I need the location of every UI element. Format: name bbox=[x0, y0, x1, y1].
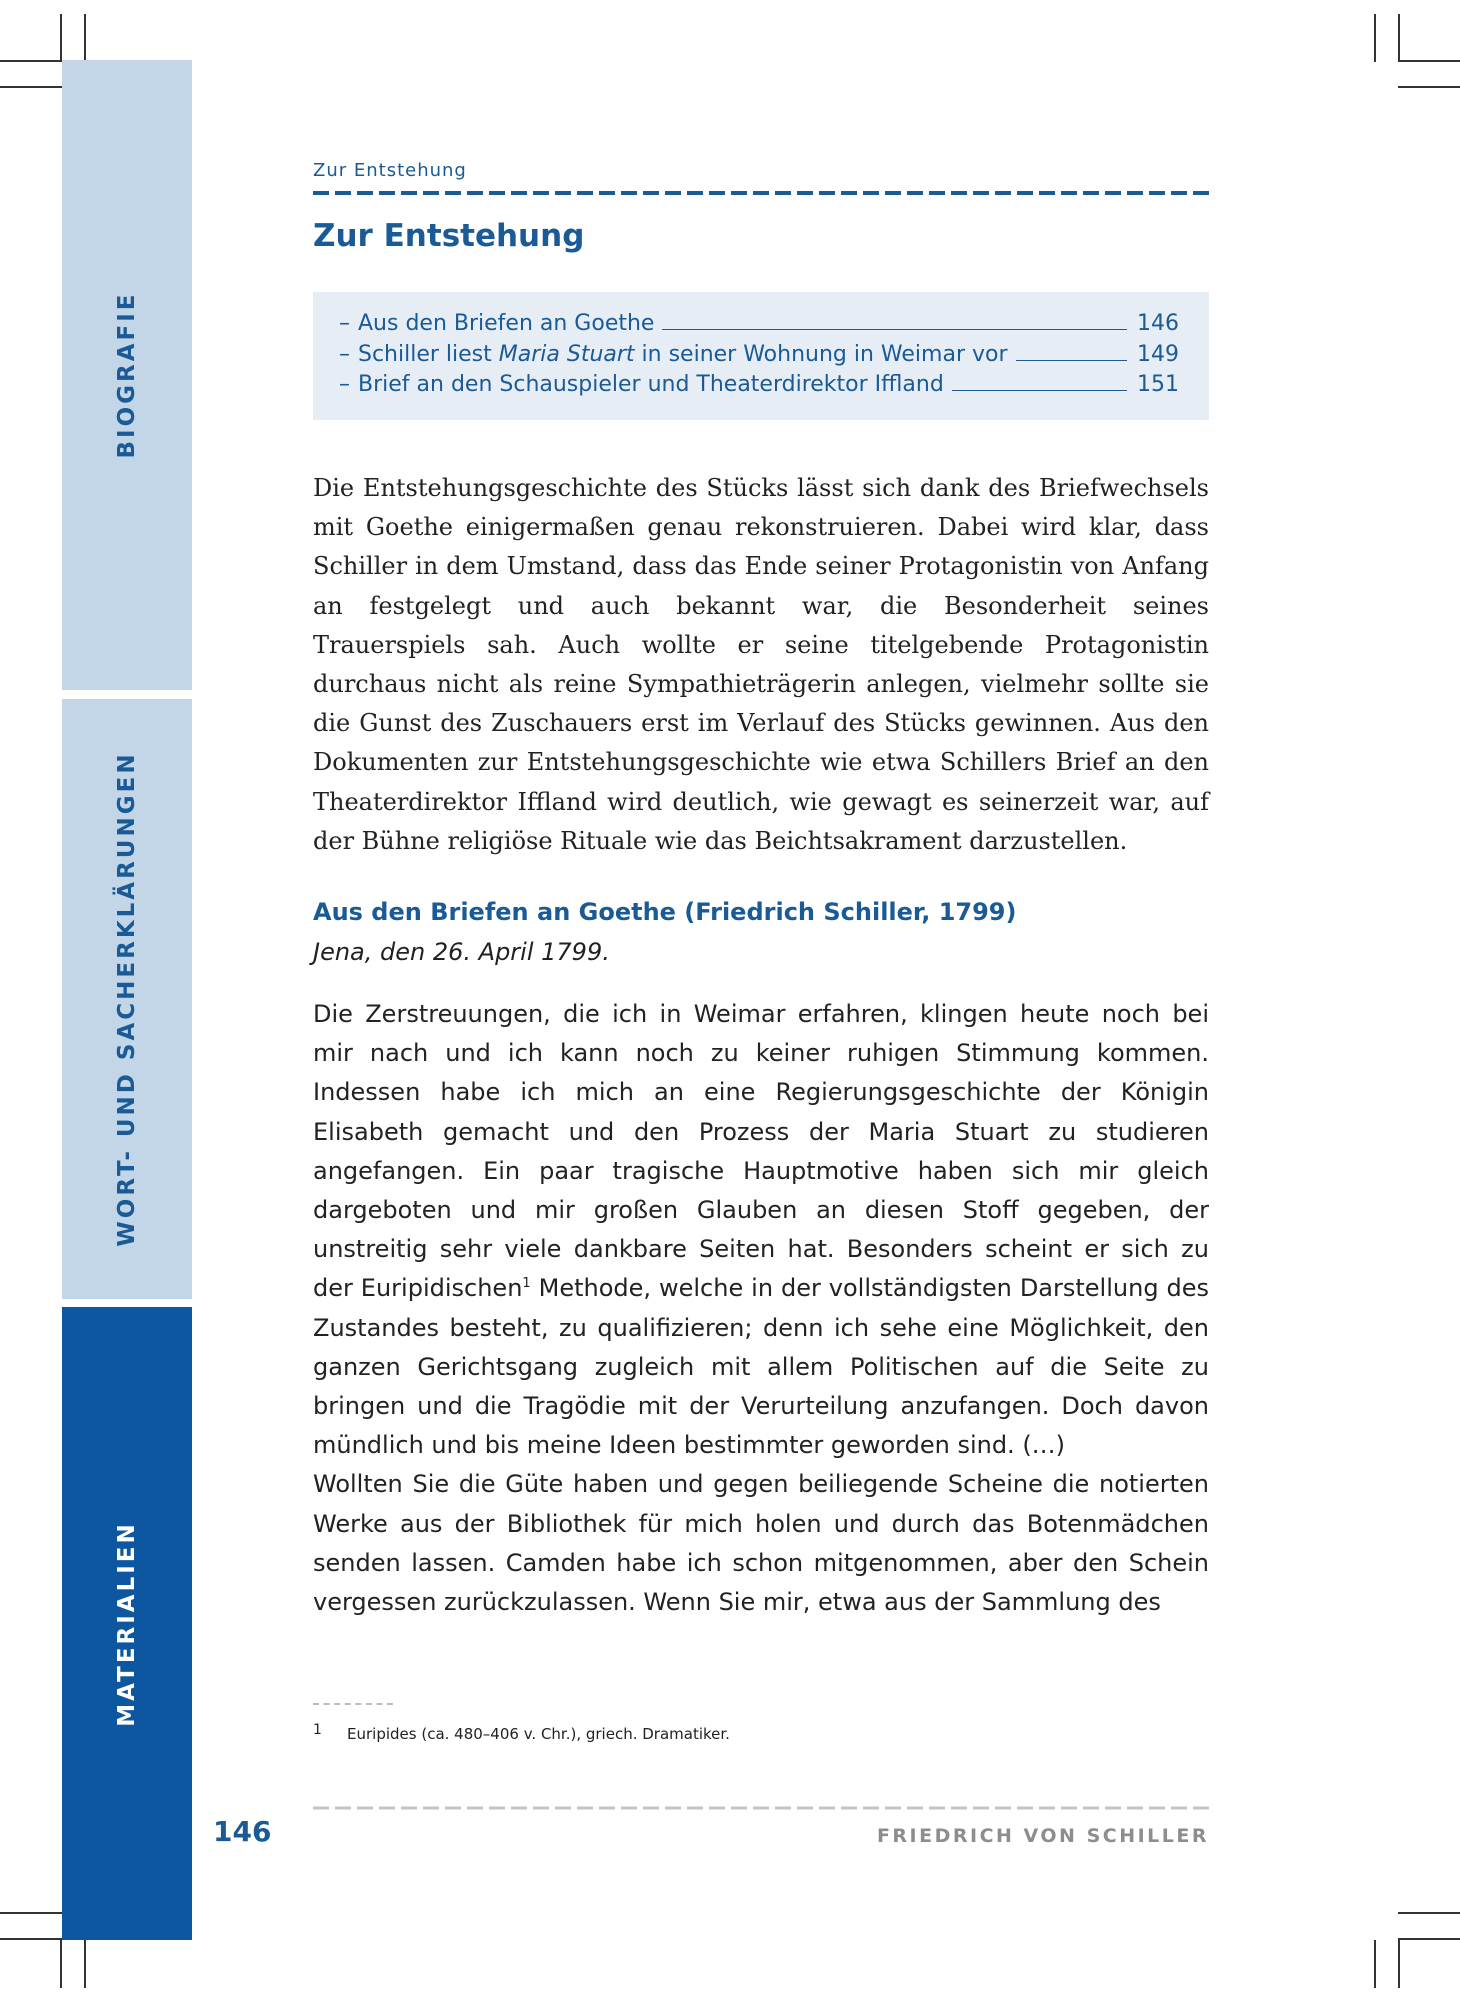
toc-dash: – bbox=[339, 341, 350, 367]
crop-mark bbox=[84, 1940, 86, 1988]
toc-page: 149 bbox=[1137, 341, 1179, 367]
crop-mark bbox=[0, 60, 62, 62]
crop-mark bbox=[1398, 1912, 1460, 1914]
toc-box bbox=[313, 292, 1209, 420]
sidebar-tab-biografie[interactable] bbox=[62, 60, 192, 690]
crop-mark bbox=[1398, 1940, 1400, 1988]
crop-mark bbox=[1374, 1940, 1376, 1988]
crop-mark bbox=[1374, 14, 1376, 62]
toc-label-text: Brief an den Schauspieler und Theaterdirektor Iffland bbox=[358, 372, 944, 397]
sidebar-tab-wort-und-sacherklaerungen[interactable] bbox=[62, 699, 192, 1299]
letter-text: Die Zerstreuungen, die ich in Weimar erfahren, klingen heute noch bei mir nach und ich kann noch zu keiner ruhigen Stimmung kommen. Indessen habe ich mich an eine Regierungsgeschichte der Königin Elisabeth gemacht und den Prozess der Maria Stuart zu studieren angefangen. Ein paar tragische Hauptmotive haben sich mir gleich dargeboten und mir großen Glauben an diesen Stoff gegeben, der unstreitig sehr viele dankbare Seiten hat. Besonders scheint er sich zu der Euripidischen bbox=[313, 1000, 1209, 1303]
crop-mark bbox=[60, 1940, 62, 1988]
tab-label: BIOGRAFIE bbox=[114, 291, 140, 459]
toc-page: 151 bbox=[1137, 372, 1179, 397]
letter-dateline: Jena, den 26. April 1799. bbox=[313, 938, 610, 966]
toc-label-title: Maria Stuart bbox=[498, 341, 635, 367]
letter-body bbox=[313, 995, 1209, 1622]
footer-author: FRIEDRICH VON SCHILLER bbox=[876, 1825, 1209, 1847]
footnote-number: 1 bbox=[313, 1722, 322, 1738]
section-title: Zur Entstehung bbox=[313, 218, 585, 254]
toc-item[interactable] bbox=[339, 370, 1177, 401]
toc-label-text: in seiner Wohnung in Weimar vor bbox=[634, 341, 1008, 367]
toc-leader bbox=[952, 390, 1127, 391]
toc-label-text: Aus den Briefen an Goethe bbox=[358, 311, 655, 336]
letter-heading: Aus den Briefen an Goethe (Friedrich Schiller, 1799) bbox=[313, 898, 1017, 926]
toc-leader bbox=[662, 329, 1127, 330]
toc-leader bbox=[1016, 360, 1127, 361]
crop-mark bbox=[0, 1912, 62, 1914]
crop-mark bbox=[60, 14, 62, 62]
footnote-reference[interactable]: 1 bbox=[522, 1276, 531, 1292]
intro-paragraph: Die Entstehungsgeschichte des Stücks lässt sich dank des Briefwechsels mit Goethe einigermaßen genau rekonstruieren. Dabei wird klar, dass Schiller in dem Umstand, dass das Ende seiner Protagonistin von Anfang an festgelegt und auch bekannt war, die Besonderheit seines Trauerspiels sah. Auch wollte er seine titelgebende Protagonistin durchaus nicht als reine Sympathieträgerin anlegen, vielmehr sollte sie die Gunst des Zuschauers erst im Verlauf des Stücks gewinnen. Aus den Dokumenten zur Entstehungsgeschichte wie etwa Schillers Brief an den Theaterdirektor Iffland wird deutlich, wie gewagt es seinerzeit war, auf der Bühne religiöse Rituale wie das Beichtsakrament darzustellen. bbox=[313, 474, 1209, 855]
toc-label-text: Schiller liest bbox=[358, 341, 499, 367]
footnote-divider bbox=[313, 1703, 393, 1705]
toc-label bbox=[358, 309, 654, 340]
footnote-text: Euripides (ca. 480–406 v. Chr.), griech. Dramatiker. bbox=[347, 1725, 730, 1743]
crop-mark bbox=[1398, 86, 1460, 88]
letter-text: Methode, welche in der vollständigsten Darstellung des Zustandes besteht, zu qualifizieren; denn ich sehe eine Möglichkeit, den ganzen Gerichtsgang zugleich mit allem Politischen auf die Seite zu bringen und die Tragödie mit der Verurteilung anzufangen. Doch davon mündlich und bis meine Ideen bestimmter geworden sind. (…) bbox=[313, 1274, 1209, 1460]
letter-paragraph bbox=[313, 995, 1209, 1465]
toc-item[interactable] bbox=[339, 340, 1177, 371]
crop-mark bbox=[1398, 60, 1460, 62]
toc-label bbox=[358, 370, 944, 401]
crop-mark bbox=[1398, 14, 1400, 62]
crop-mark bbox=[84, 14, 86, 62]
letter-paragraph: Wollten Sie die Güte haben und gegen beiliegende Scheine die notierten Werke aus der Bibliothek für mich holen und durch das Botenmädchen senden lassen. Camden habe ich schon mitgenommen, aber den Schein vergessen zurückzulassen. Wenn Sie mir, etwa aus der Sammlung des bbox=[313, 1470, 1209, 1617]
sidebar-tab-materialien[interactable] bbox=[62, 1307, 192, 1940]
toc-dash: – bbox=[339, 311, 350, 336]
running-head: Zur Entstehung bbox=[313, 160, 467, 181]
crop-mark bbox=[0, 86, 62, 88]
toc-label bbox=[358, 340, 1008, 371]
page-number: 146 bbox=[213, 1815, 272, 1848]
footer-divider bbox=[313, 1806, 1209, 1810]
header-divider bbox=[313, 190, 1209, 196]
toc-dash: – bbox=[339, 372, 350, 397]
toc-page: 146 bbox=[1137, 311, 1179, 336]
toc-item[interactable] bbox=[339, 309, 1177, 340]
tab-label: MATERIALIEN bbox=[114, 1520, 140, 1727]
crop-mark bbox=[1398, 1938, 1460, 1940]
tab-label: WORT- UND SACHERKLÄRUNGEN bbox=[114, 751, 140, 1247]
crop-mark bbox=[0, 1938, 62, 1940]
